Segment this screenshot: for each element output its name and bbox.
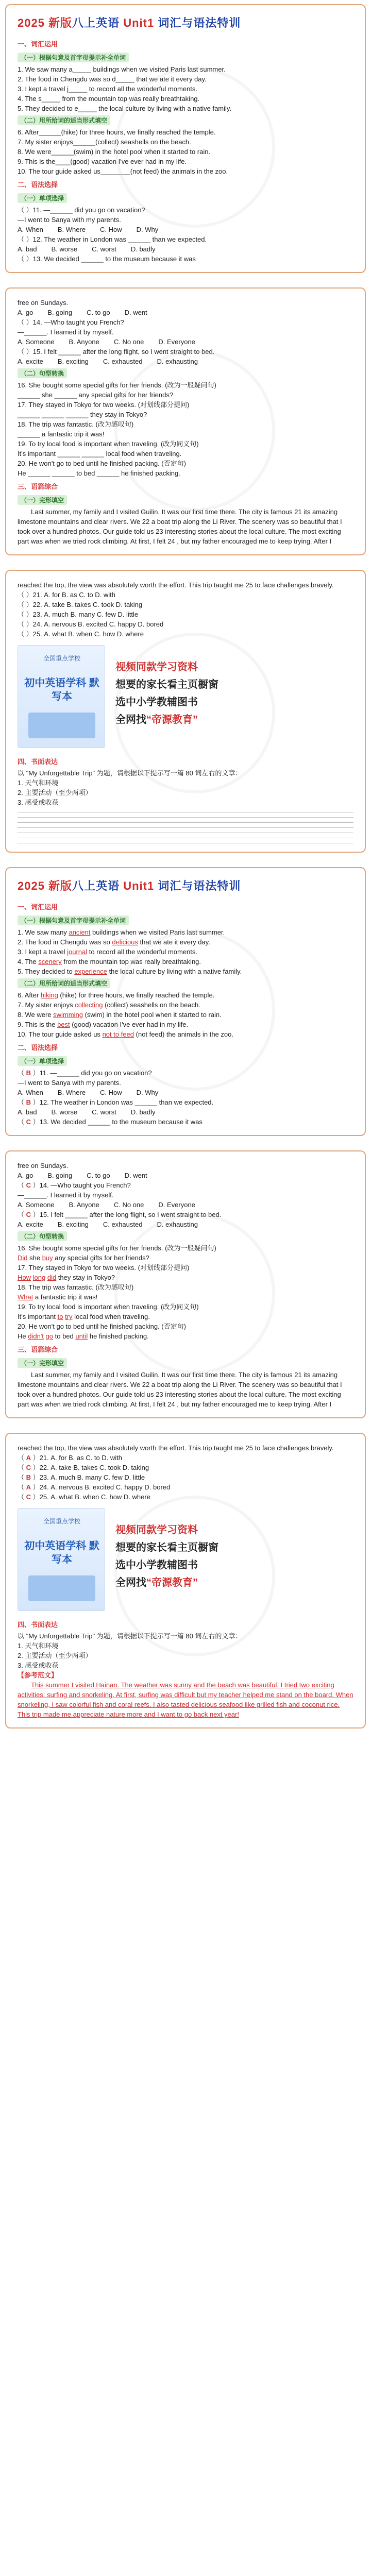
- answer-line: （ B ）23. A. much B. many C. few D. little: [18, 1473, 145, 1481]
- question-line: 18. The trip was fantastic. (改为感叹句): [18, 420, 134, 428]
- writing-hint: 2. 主要活动（至少两项）: [18, 789, 92, 796]
- question-line: free on Sundays.: [18, 299, 69, 307]
- question-line: （ ）25. A. what B. when C. how D. where: [18, 630, 144, 638]
- writing-hint: 3. 感受或收获: [18, 799, 59, 806]
- subsection-heading: （一）根据句意及首字母提示补全单词: [18, 53, 129, 62]
- options-row: A. When B. Where C. How D. Why: [18, 226, 159, 233]
- worksheet-title: 2025 新版八上英语 Unit1 词汇与语法特训: [18, 879, 241, 892]
- subsection-heading: （二）句型转换: [18, 368, 67, 378]
- worksheet-title: 2025 新版八上英语 Unit1 词汇与语法特训: [18, 16, 241, 29]
- book-cover-image: 全国重点学校 初中英语学科 默写本: [18, 645, 105, 748]
- question-line: （ ）22. A. take B. takes C. took D. taking: [18, 601, 143, 608]
- question-line: 20. He won't go to bed until he finished packing. (否定句): [18, 460, 186, 467]
- cloze-passage: reached the top, the view was absolutely worth the effort. This trip taught me 25 to face challenges bravely.: [18, 581, 334, 589]
- question-line: 16. She bought some special gifts for her friends. (改为一般疑问句): [18, 381, 216, 389]
- model-essay: This summer I visited Hainan. The weather was sunny and the beach was beautiful. I tried two exciting activities: surfing and snorkeling. At first, surfing was difficult but my teacher helped me stand on the board. When snorkeling, I saw colorful fish and coral reefs. I also tasted delicious seafood like grilled fish and coconut rice. This trip made me appreciate nature more and I want to go back next year!: [18, 1681, 353, 1718]
- question-line: 10. The tour guide asked us________(not feed) the animals in the zoo.: [18, 167, 228, 175]
- question-line: ______ a fantastic trip it was!: [18, 430, 105, 438]
- answer-line: （ B ）12. The weather in London was ______ than we expected.: [18, 1098, 214, 1106]
- question-line: 4. The s_____ from the mountain top was really breathtaking.: [18, 95, 200, 103]
- question-line: 1. We saw many a_____ buildings when we visited Paris last summer.: [18, 65, 226, 73]
- subsection-heading: （一）完形填空: [18, 495, 67, 505]
- answer-line: （ C ）15. I felt ______ after the long flight, so I went straight to bed.: [18, 1211, 222, 1218]
- options-row: A. Someone B. Anyone C. No one D. Everyone: [18, 338, 195, 346]
- writing-prompt: 以 "My Unforgettable Trip" 为题，请根据以下提示写一篇 80 词左右的文章：: [18, 769, 242, 777]
- answer-line: （ C ）14. —Who taught you French?: [18, 1181, 131, 1189]
- answer-card-1: 2025 新版八上英语 Unit1 词汇与语法特训 一、词汇运用 （一）根据句意及首字母提示补全单词 1. We saw many ancient buildings when we visited Paris last summer. 2. The food in Chengdu was so delicious that we ate it every day. 3. I kept a travel journal to record all the wonderful moments. 4. The scenery from the mountain top was really breathtaking. 5. They decided to experience the local culture by living with a native family. （二）用所给词的适当形式填空 6. After hiking (hike) for three hours, we finally reached the temple. 7. My sister enjoys collecting (collect) seashells on the beach. 8. We were swimming (swim) in the hotel pool when it started to rain. 9. This is the best (good) vacation I've ever had in my life. 10. The tour guide asked us not to feed (not feed) the animals in the zoo. 二、语法选择 （一）单项选择 （ B ）11. —______ did you go on vacation? —I went to Sanya with my parents. A. When B. Where C. How D. Why （ B ）12. The weather in London was ______ than we expected. A. bad B. worse C. worst D. badly （ C ）13. We decided ______ to the museum because it was: [5, 867, 366, 1136]
- options-row: A. excite B. exciting C. exhausted D. exhausting: [18, 358, 198, 365]
- book-cover-image: 全国重点学校 初中英语学科 默写本: [18, 1508, 105, 1611]
- answer-line: 2. The food in Chengdu was so delicious that we ate it every day.: [18, 938, 210, 946]
- question-line: ______ she ______ any special gifts for her friends?: [18, 391, 174, 399]
- answer-line: （ C ）25. A. what B. when C. how D. where: [18, 1493, 150, 1501]
- promo-text: 视频同款学习资料 想要的家长看主页橱窗 选中小学教辅图书 全网找“帝源教育”: [115, 662, 218, 725]
- question-line: 19. To try local food is important when traveling. (改为同义句): [18, 440, 199, 448]
- subsection-heading: （一）单项选择: [18, 193, 67, 203]
- answer-line: 3. I kept a travel journal to record all the wonderful moments.: [18, 948, 198, 956]
- answer-line: 8. We were swimming (swim) in the hotel pool when it started to rain.: [18, 1011, 222, 1019]
- question-line: （ ）12. The weather in London was ______ than we expected.: [18, 235, 207, 243]
- question-card-3: [5, 570, 366, 853]
- essay-label: 【参考范文】: [18, 1671, 58, 1679]
- question-line: （ ）21. A. for B. as C. to D. with: [18, 591, 116, 599]
- options-row: A. go B. going C. to go D. went: [18, 309, 147, 316]
- answer-line: 9. This is the best (good) vacation I've ever had in my life.: [18, 1021, 189, 1028]
- answer-line: Did she buy any special gifts for her friends?: [18, 1254, 149, 1262]
- question-line: 17. They stayed in Tokyo for two weeks. (对划线部分提问): [18, 401, 190, 409]
- question-line: （ ）11. —______ did you go on vacation?: [18, 206, 145, 214]
- answer-line: It's important to try local food when traveling.: [18, 1313, 150, 1320]
- question-line: （ ）15. I felt ______ after the long flight, so I went straight to bed.: [18, 348, 215, 355]
- answer-line: 6. After hiking (hike) for three hours, we finally reached the temple.: [18, 991, 215, 999]
- question-line: —______. I learned it by myself.: [18, 328, 114, 336]
- question-line: 6. After______(hike) for three hours, we finally reached the temple.: [18, 128, 216, 136]
- question-card-2: [5, 287, 366, 555]
- subsection-heading: （二）用所给词的适当形式填空: [18, 115, 110, 125]
- question-line: 9. This is the____(good) vacation I've ever had in my life.: [18, 158, 187, 165]
- section-heading: 四、书面表达: [18, 758, 58, 766]
- answer-line: （ C ）22. A. take B. takes C. took D. taking: [18, 1464, 149, 1471]
- question-line: （ ）24. A. nervous B. excited C. happy D. bored: [18, 620, 164, 628]
- answer-line: （ C ）13. We decided ______ to the museum because it was: [18, 1118, 203, 1126]
- answer-card-2: free on Sundays. A. go B. going C. to go D. went （ C ）14. —Who taught you French? —______. I learned it by myself. A. Someone B. Anyone C. No one D. Everyone （ C ）15. I felt ______ after the long flight, so I went straight to bed. A. excite B. exciting C. exhausted D. exhausting （二）句型转换 16. She bought some special gifts for her friends. (改为一般疑问句) Did she buy any special gifts for her friends? 17. They stayed in Tokyo for two weeks. (对划线部分提问) How long did they stay in Tokyo? 18. The trip was fantastic. (改为感叹句) What a fantastic trip it was! 19. To try local food is important when traveling. (改为同义句) It's important to try local food when traveling. 20. He won't go to bed until he finished packing. (否定句) He didn't go to bed until he finished packing. 三、语篇综合 （一）完形填空 Last summer, my family and I visited Guilin. It was our first time there. The city is famous 21 its amazing limestone mountains and clear rivers. We 22 a boat trip along the Li River. The scenery was so beautiful that I took over a hundred photos. Our guide told us 23 interesting stories about the local culture. The most exciting part was when we tried rock climbing. At first, I felt 24 , but my father encouraged me to keep trying. After I: [5, 1150, 366, 1418]
- question-line: 5. They decided to e_____ the local culture by living with a native family.: [18, 105, 232, 112]
- answer-line: （ A ）24. A. nervous B. excited C. happy D. bored: [18, 1483, 171, 1491]
- answer-line: 4. The scenery from the mountain top was really breathtaking.: [18, 958, 201, 965]
- section-heading: 三、语篇综合: [18, 483, 58, 490]
- promo-banner: [18, 645, 353, 748]
- question-line: ______ ______ ______ they stay in Tokyo?: [18, 411, 147, 418]
- question-card-1: [5, 4, 366, 273]
- answer-line: 7. My sister enjoys collecting (collect) seashells on the beach.: [18, 1001, 200, 1009]
- question-line: 8. We were______(swim) in the hotel pool when it started to rain.: [18, 148, 211, 156]
- answer-line: （ A ）21. A. for B. as C. to D. with: [18, 1454, 123, 1462]
- writing-hint: 1. 天气和环境: [18, 779, 59, 787]
- answer-line: How long did they stay in Tokyo?: [18, 1274, 115, 1281]
- question-line: It's important ______ ______ local food when traveling.: [18, 450, 182, 457]
- question-line: He ______ ______ to bed ______ he finished packing.: [18, 469, 180, 477]
- question-line: 3. I kept a travel j_____ to record all the wonderful moments.: [18, 85, 198, 93]
- answer-line: 5. They decided to experience the local culture by living with a native family.: [18, 968, 242, 975]
- answer-line: （ B ）11. —______ did you go on vacation?: [18, 1069, 152, 1077]
- promo-banner: 全国重点学校 初中英语学科 默写本 视频同款学习资料 想要的家长看主页橱窗 选中小学教辅图书 全网找“帝源教育”: [18, 1508, 353, 1611]
- question-line: （ ）23. A. much B. many C. few D. little: [18, 611, 139, 618]
- answer-line: 10. The tour guide asked us not to feed (not feed) the animals in the zoo.: [18, 1030, 233, 1038]
- options-row: A. bad B. worse C. worst D. badly: [18, 245, 156, 253]
- answer-line: 1. We saw many ancient buildings when we visited Paris last summer.: [18, 928, 225, 936]
- cloze-passage: Last summer, my family and I visited Guilin. It was our first time there. The city is famous 21 its amazing limestone mountains and clear rivers. We 22 a boat trip along the Li River. The scenery was so beautiful that I took over a hundred photos. Our guide told us 23 interesting stories about the local culture. The most exciting part was when we tried rock climbing. At first, I felt 24 , but my father encouraged me to keep trying. After I: [18, 508, 342, 545]
- answer-card-3: reached the top, the view was absolutely worth the effort. This trip taught me 25 to face challenges bravely. （ A ）21. A. for B. as C. to D. with （ C ）22. A. take B. takes C. took D. taking （ B ）23. A. much B. many C. few D. little （ A ）24. A. nervous B. excited C. happy D. bored （ C ）25. A. what B. when C. how D. where 全国重点学校 初中英语学科 默写本 视频同款学习资料 想要的家长看主页橱窗 选中小学教辅图书 全网找“帝源教育” 四、书面表达 以 "My Unforgettable Trip" 为题，请根据以下提示写一篇 80 词左右的文章： 1. 天气和环境 2. 主要活动（至少两项） 3. 感受或收获 【参考范文】 This summer I visited Hainan. The weather was sunny and the beach was beautiful. I tried two exciting activities: surfing and snorkeling. At first, surfing was difficult but my teacher helped me stand on the board. When snorkeling, I saw colorful fish and coral reefs. I also tasted delicious seafood like grilled fish and coconut rice. This trip made me appreciate nature more and I want to go back next year!: [5, 1433, 366, 1728]
- answer-line: What a fantastic trip it was!: [18, 1293, 98, 1301]
- question-line: （ ）14. —Who taught you French?: [18, 318, 124, 326]
- question-line: 7. My sister enjoys______(collect) seashells on the beach.: [18, 138, 191, 146]
- question-line: 2. The food in Chengdu was so d_____ that we ate it every day.: [18, 75, 207, 83]
- question-line: —I went to Sanya with my parents.: [18, 216, 121, 224]
- answer-line: He didn't go to bed until he finished packing.: [18, 1332, 149, 1340]
- writing-lines: [18, 812, 353, 843]
- question-line: （ ）13. We decided ______ to the museum because it was: [18, 255, 196, 263]
- section-heading: 一、词汇运用: [18, 40, 58, 48]
- section-heading: 二、语法选择: [18, 181, 58, 189]
